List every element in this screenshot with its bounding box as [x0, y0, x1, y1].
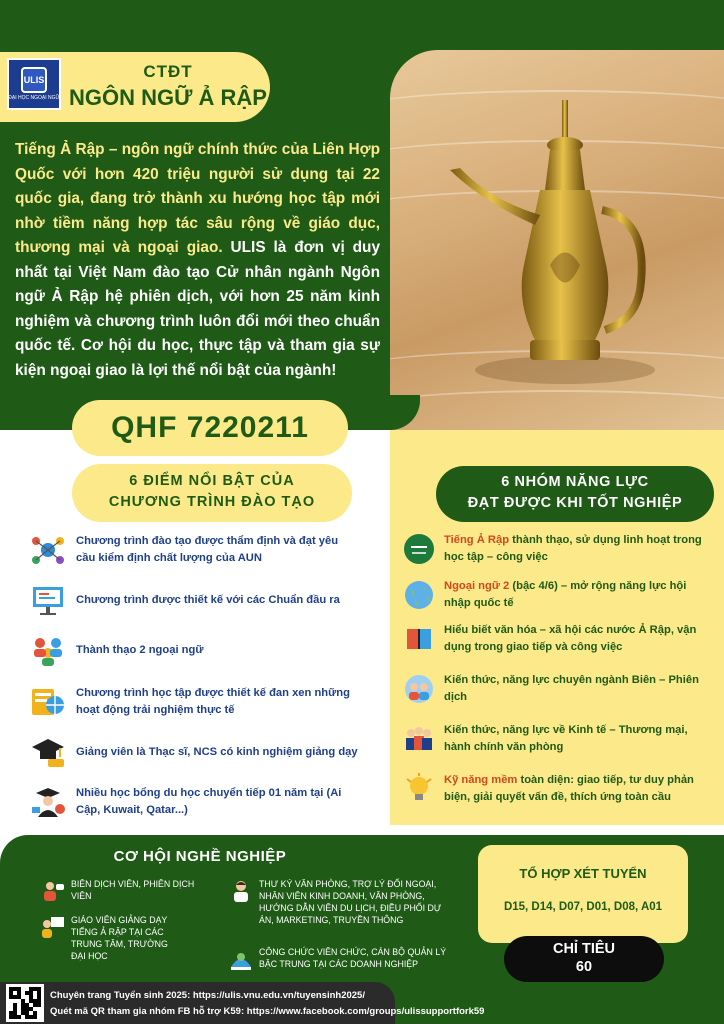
quota-badge: [504, 936, 664, 982]
highlight-item: [28, 532, 358, 568]
qr-code[interactable]: [6, 984, 44, 1022]
ability-highlight: Tiếng Ả Rập: [444, 534, 510, 546]
quota-label: CHỈ TIÊU: [552, 941, 616, 957]
ability-body: Kiến thức, năng lực chuyên ngành Biên – Phiên dịch: [444, 674, 699, 703]
ability-item: [402, 772, 712, 806]
intro-paragraph: [15, 138, 380, 383]
highlights-title-line-2: CHƯƠNG TRÌNH ĐÀO TẠO: [108, 494, 316, 510]
network-icon: [28, 532, 68, 568]
title-line-1: CTĐT: [143, 62, 193, 81]
highlight-text: Chương trình được thiết kế với các Chuẩn đầu ra: [76, 593, 340, 606]
qr-pattern: [9, 987, 41, 1019]
highlights-title-line-1: 6 ĐIỂM NỔI BẬT CỦA: [129, 473, 295, 489]
saudi-flag-icon: [402, 532, 436, 566]
arabic-coffee-pot-photo: [390, 50, 724, 430]
ability-text: [444, 722, 712, 756]
globe-screen-icon: [28, 684, 68, 720]
program-code: QHF 7220211: [72, 400, 348, 456]
intro-body: ULIS là đơn vị duy nhất tại Việt Nam đào tạo Cử nhân ngành Ngôn ngữ Ả Rập hệ phiên dịch, với hơn 25 năm kinh nghiệm và chương trình luôn đổi mới theo chuẩn quốc tế. Cơ hội du học, thực tập và tham gia sự kiện ngoại giao là lợi thế nổi bật của ngành!: [15, 239, 380, 379]
ability-item: [402, 532, 712, 566]
career-text: GIÁO VIÊN GIẢNG DẠY TIẾNG Ả RẬP TẠI CÁC TRUNG TÂM, TRƯỜNG ĐẠI HỌC: [71, 915, 168, 961]
highlight-text: Giảng viên là Thạc sĩ, NCS có kinh nghiệm giảng dạy: [76, 745, 358, 758]
highlight-item: [28, 734, 358, 770]
ability-text: [444, 532, 712, 566]
teacher-icon: [40, 914, 66, 940]
lightbulb-icon: [402, 772, 436, 806]
ability-text: [444, 578, 712, 612]
quota-value: 60: [575, 959, 593, 975]
ability-body: Kiến thức, năng lực về Kinh tế – Thương mại, hành chính văn phòng: [444, 724, 688, 753]
ability-body: Hiểu biết văn hóa – xã hội các nước Ả Rập, vận dụng trong giao tiếp và công việc: [444, 624, 697, 653]
career-item: [228, 878, 453, 926]
highlights-title: [72, 464, 352, 522]
career-item: [40, 878, 215, 904]
ability-text: [444, 672, 712, 706]
careers-title: CƠ HỘI NGHỀ NGHIỆP: [113, 848, 287, 865]
book-icon: [402, 622, 436, 656]
globe-icon: [402, 578, 436, 612]
ulis-logo: [7, 58, 61, 110]
highlight-item: [28, 684, 358, 720]
title-line-2: NGÔN NGỮ Ả RẬP: [69, 85, 267, 110]
dallah-icon: [390, 50, 724, 430]
logo-text: ĐẠI HỌC NGOẠI NGỮ: [8, 95, 60, 101]
ability-item: [402, 622, 712, 656]
qr-module: [37, 1015, 41, 1019]
civil-servant-icon: [228, 946, 254, 972]
abilities-title-line-2: ĐẠT ĐƯỢC KHI TỐT NGHIỆP: [467, 495, 683, 511]
translator-icon: [402, 672, 436, 706]
graduation-cap-icon: [28, 734, 68, 770]
ability-highlight: Ngoại ngữ 2: [444, 580, 510, 592]
highlight-text: Chương trình đào tạo được thẩm định và đạt yêu cầu kiểm định chất lượng của AUN: [76, 535, 339, 564]
highlight-item: [28, 582, 358, 618]
abilities-title: [436, 466, 714, 522]
highlight-text: Nhiều học bổng du học chuyển tiếp 01 năm tại (Ai Cập, Kuwait, Qatar...): [76, 787, 342, 816]
footer-bar: [0, 982, 395, 1024]
footer-group-link[interactable]: Quét mã QR tham gia nhóm FB hỗ trợ K59: https://www.facebook.com/groups/ulissupportfork59: [50, 1006, 485, 1017]
career-text: THƯ KÝ VĂN PHÒNG, TRỢ LÝ ĐỐI NGOẠI, NHÂN VIÊN KINH DOANH, VĂN PHÒNG, HƯỚNG DẪN VIÊN DU LỊCH, ĐIỀU PHỐI DỰ ÁN, MARKETING, TRUYỀN THÔNG: [259, 879, 442, 925]
ability-item: [402, 722, 712, 756]
highlight-text: Chương trình học tập được thiết kế đan xen những hoạt động trải nghiệm thực tế: [76, 687, 350, 716]
logo-mark: ULIS: [21, 67, 47, 93]
ability-body: (bậc 4/6) – mở rộng năng lực hội nhập quốc tế: [444, 580, 687, 609]
interpreter-icon: [40, 878, 66, 904]
highlight-item: [28, 784, 358, 820]
highlight-item: [28, 632, 358, 668]
graduate-icon: [28, 784, 68, 820]
ability-highlight: Kỹ năng mềm: [444, 774, 518, 786]
ability-body: toàn diện: giao tiếp, tư duy phản biện, giải quyết vấn đề, thích ứng toàn cầu: [444, 774, 694, 803]
people-icon: [28, 632, 68, 668]
career-text: BIÊN DỊCH VIÊN, PHIÊN DỊCH VIÊN: [71, 879, 195, 901]
admission-codes: D15, D14, D07, D01, D08, A01: [503, 901, 663, 913]
admission-title: TỔ HỢP XÉT TUYỂN: [519, 866, 647, 881]
ability-text: [444, 772, 712, 806]
presentation-icon: [28, 582, 68, 618]
intro-highlight: Tiếng Ả Rập – ngôn ngữ chính thức của Liên Hợp Quốc với hơn 420 triệu người sử dụng tại 22 quốc gia, đang trở thành xu hướng học tập mới nhờ tiềm năng hợp tác sâu rộng về giáo dục, thương mại và ngoại giao.: [15, 141, 380, 256]
ability-item: [402, 578, 712, 612]
career-item: [40, 914, 215, 962]
secretary-icon: [228, 878, 254, 904]
abilities-title-line-1: 6 NHÓM NĂNG LỰC: [501, 474, 649, 490]
ability-body: thành thạo, sử dụng linh hoạt trong học tập – công việc: [444, 534, 702, 563]
career-text: CÔNG CHỨC VIÊN CHỨC, CÁN BỘ QUẢN LÝ BẬC TRUNG TẠI CÁC DOANH NGHIỆP: [259, 947, 447, 969]
office-icon: [402, 722, 436, 756]
admission-box: [478, 845, 688, 943]
ability-text: [444, 622, 712, 656]
career-item: [228, 946, 453, 972]
ability-item: [402, 672, 712, 706]
footer-admission-link[interactable]: Chuyên trang Tuyển sinh 2025: https://ulis.vnu.edu.vn/tuyensinh2025/: [50, 990, 365, 1001]
highlight-text: Thành thạo 2 ngoại ngữ: [76, 643, 204, 656]
